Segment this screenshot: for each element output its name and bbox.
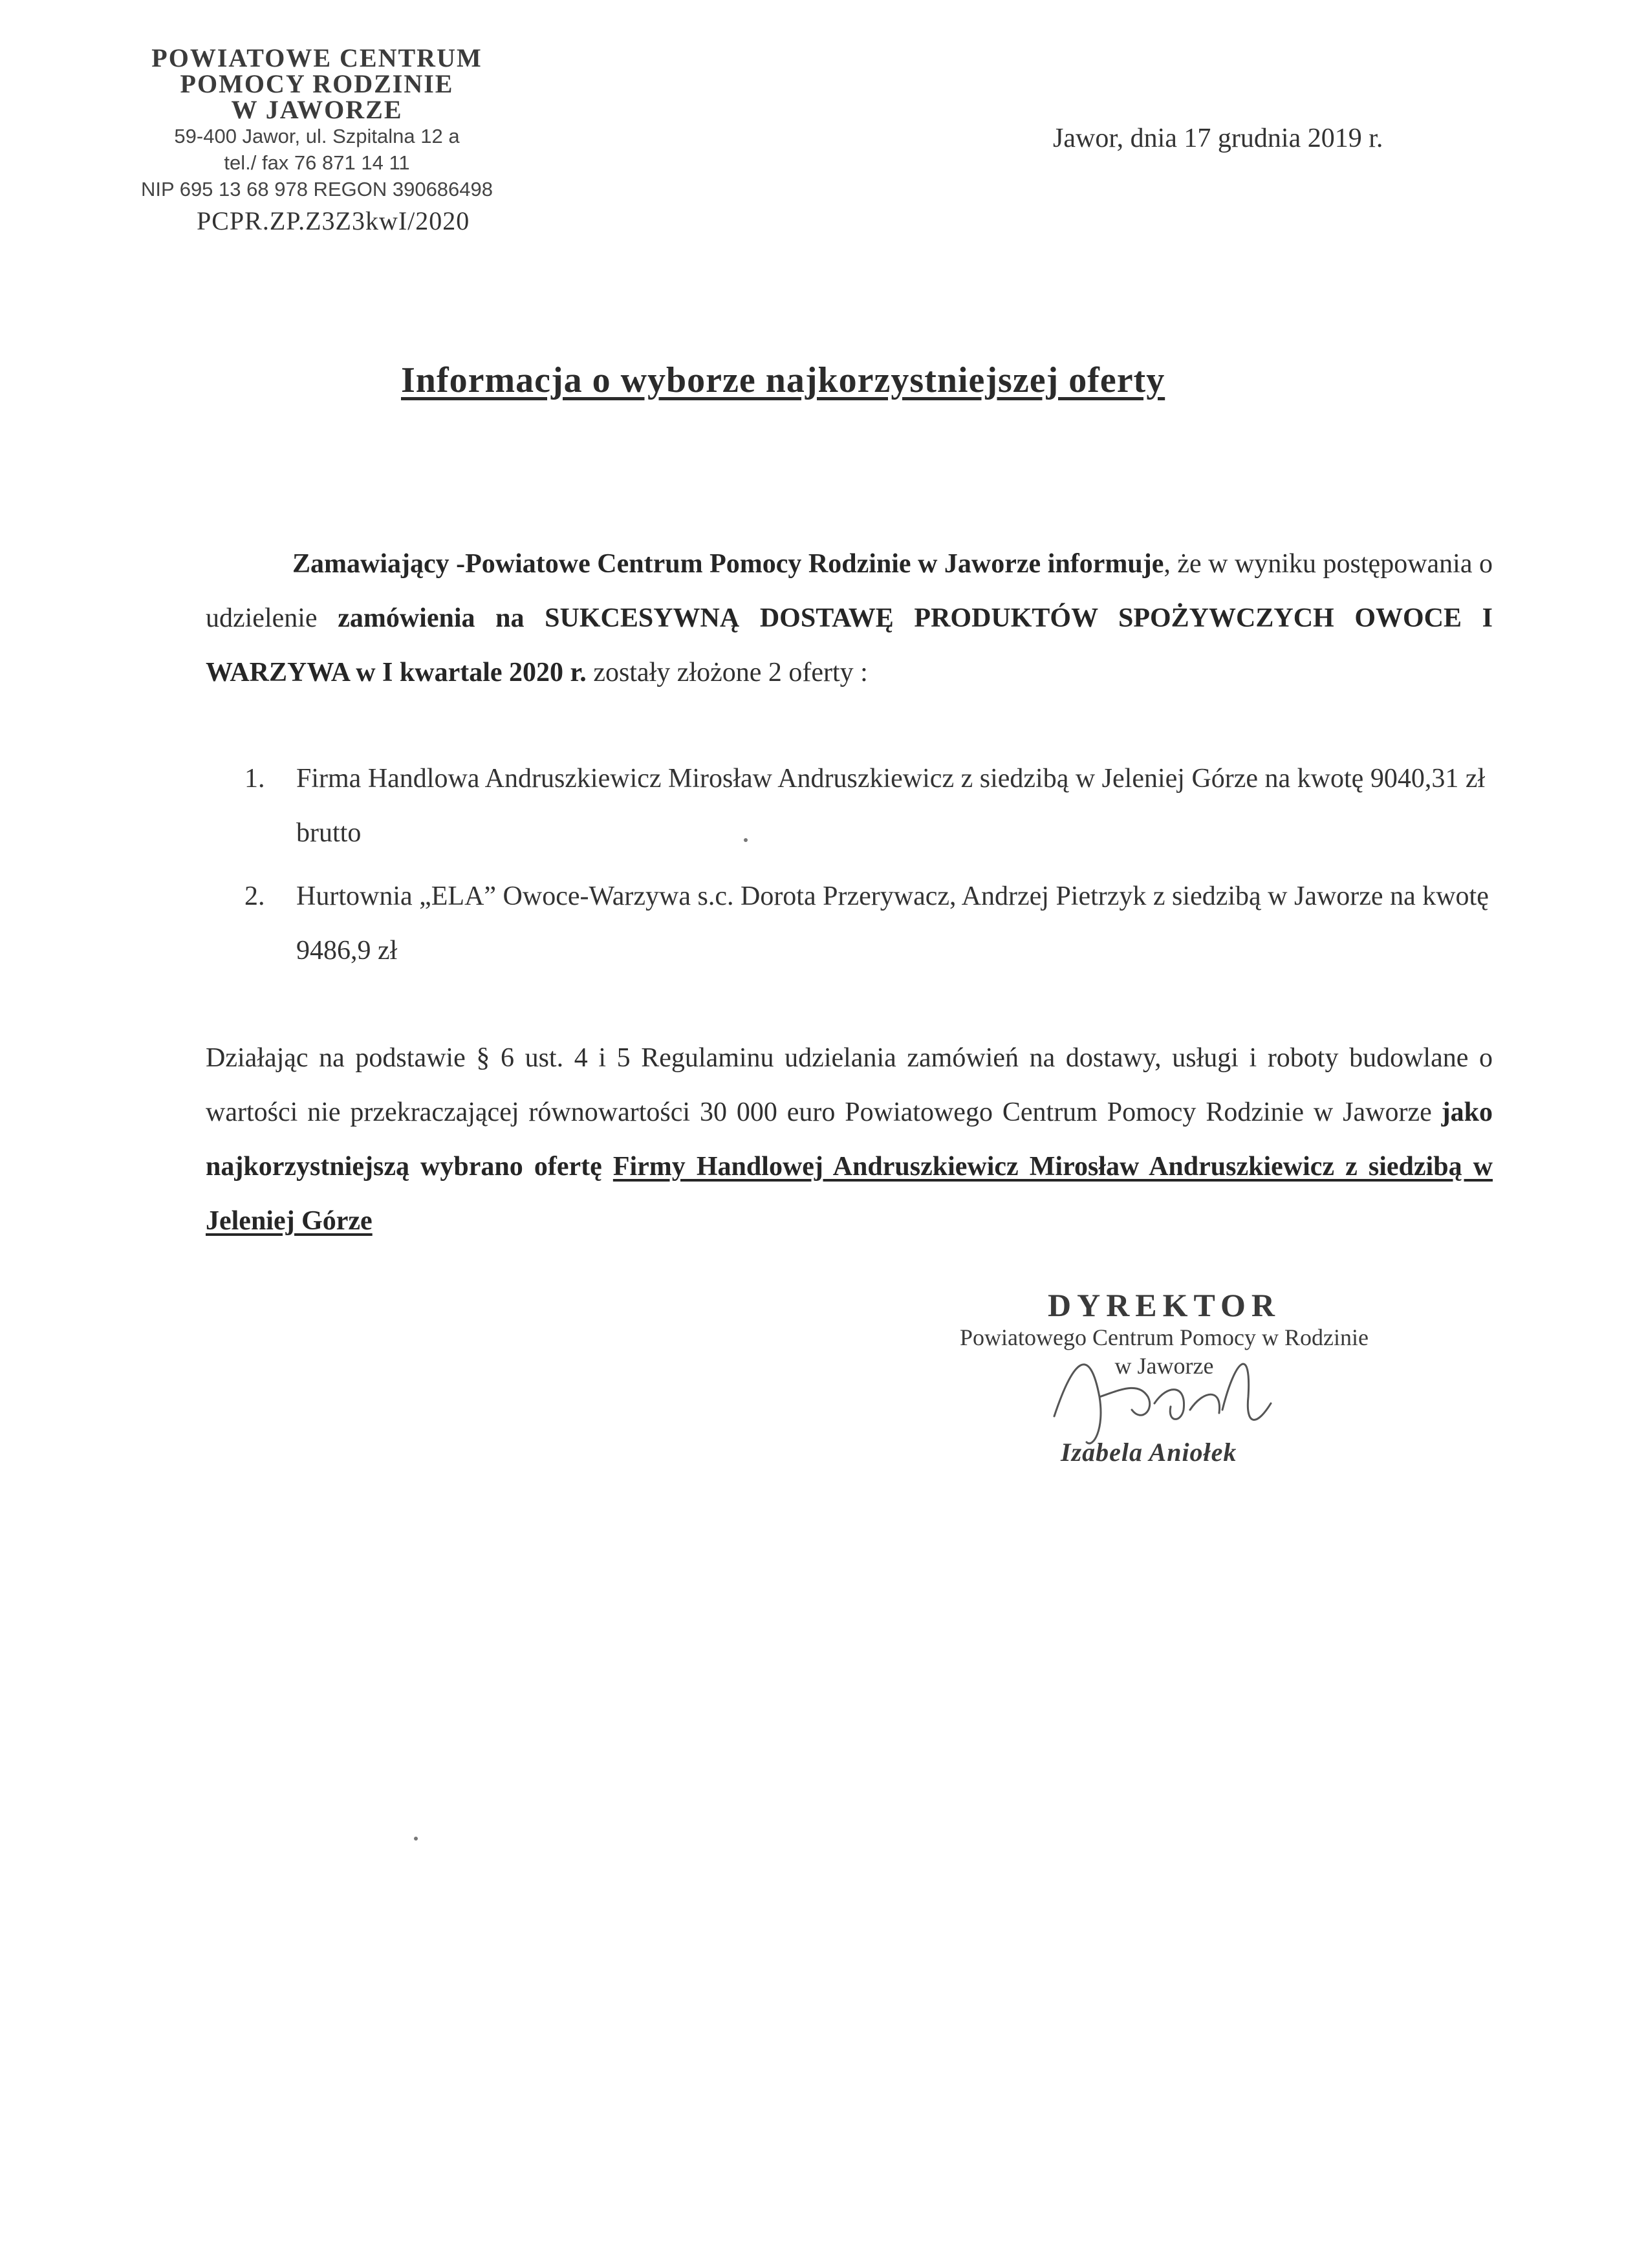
list-item <box>244 869 1493 978</box>
intro-bold-3: SUKCESYWNĄ DOSTAWĘ PRODUKTÓW SPOŻYWCZYCH OWOCE I WARZYWA w I kwartale 2020 r. <box>206 603 1493 687</box>
stamp-phone: tel./ fax 76 871 14 11 <box>224 151 410 174</box>
scan-speck <box>744 838 748 842</box>
intro-text-2 <box>525 603 545 633</box>
signature-title: DYREKTOR <box>1047 1287 1281 1323</box>
intro-bold-1: Zamawiający -Powiatowe Centrum Pomocy Rodzinie w Jaworze informuje <box>292 549 1164 579</box>
decision-text: Działając na podstawie § 6 ust. 4 i 5 Regulaminu udzielania zamówień na dostawy, usługi i roboty budowlane o wartości nie przekraczającej równowartości 30 000 euro Powiatowego Centrum Pomocy Rodzinie w Jaworze <box>206 1043 1493 1127</box>
list-item-text: Hurtownia „ELA” Owoce-Warzywa s.c. Dorota Przerywacz, Andrzej Pietrzyk z siedzibą w Jaworze na kwotę 9486,9 zł <box>296 881 1489 966</box>
selected-offer: Firmy Handlowej Andruszkiewicz Mirosław Andruszkiewicz z siedzibą w Jeleniej Górze <box>206 1152 1493 1236</box>
stamp-line-3: W JAWORZE <box>231 95 403 124</box>
decision-bold: jako najkorzystniejszą wybrano ofertę <box>206 1097 1493 1182</box>
signatory-name: Izabela Aniołek <box>1061 1438 1237 1467</box>
document-title: Informacja o wyborze najkorzystniejszej oferty <box>401 360 1165 400</box>
stamp-line-2: POMOCY RODZINIE <box>180 69 454 98</box>
signature-org-line-2: w Jaworze <box>1114 1353 1214 1379</box>
scan-speck <box>414 1837 418 1841</box>
list-item-text: Firma Handlowa Andruszkiewicz Mirosław Andruszkiewicz z siedzibą w Jeleniej Górze na kwotę 9040,31 zł brutto <box>296 764 1486 848</box>
decision-paragraph <box>206 1031 1493 1248</box>
stamp-line-1: POWIATOWE CENTRUM <box>151 43 482 72</box>
list-item-number: 1. <box>244 764 265 794</box>
document-date: Jawor, dnia 17 grudnia 2019 r. <box>1053 124 1383 153</box>
signature-org-line-1: Powiatowego Centrum Pomocy w Rodzinie <box>960 1324 1369 1350</box>
offers-list <box>244 751 1493 987</box>
intro-paragraph <box>206 537 1493 700</box>
intro-text-3: zostały złożone 2 oferty : <box>586 658 868 687</box>
intro-text-1: , że w wyniku postępowania o udzielenie <box>206 549 1493 633</box>
institution-stamp <box>103 45 530 202</box>
reference-number: PCPR.ZP.Z3Z3kwI/2020 <box>197 206 470 235</box>
list-item-number: 2. <box>244 881 265 911</box>
intro-bold-2: zamówienia na <box>338 603 525 633</box>
stamp-address: 59-400 Jawor, ul. Szpitalna 12 a <box>174 125 460 147</box>
stamp-ids: NIP 695 13 68 978 REGON 390686498 <box>140 178 493 200</box>
list-item <box>244 751 1493 860</box>
